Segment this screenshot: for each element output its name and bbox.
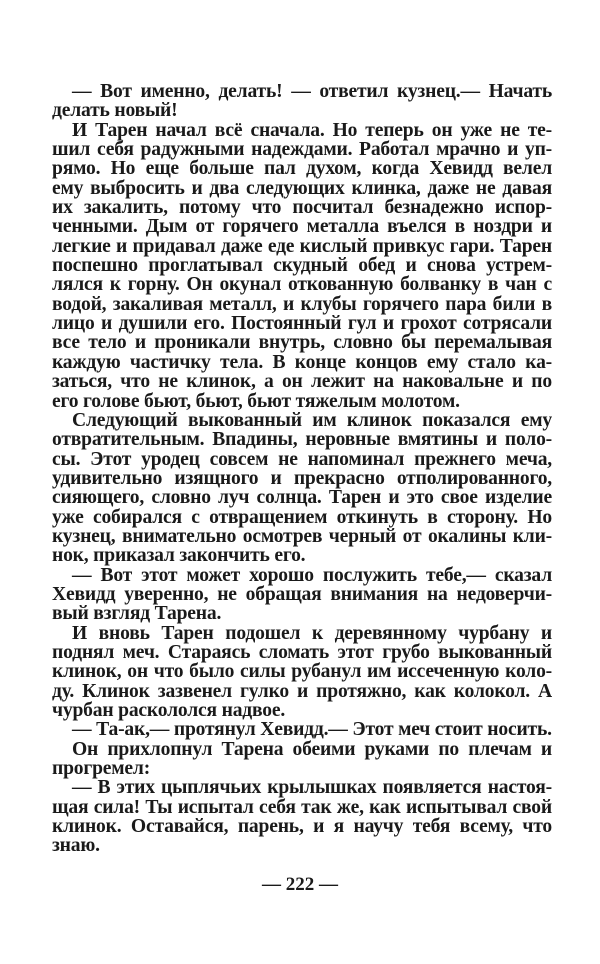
text-line: Следующий выкованный им клинок показался ему (72, 409, 552, 431)
text-line: — Вот этот может хорошо послужить тебе,— сказал (72, 564, 552, 586)
text-line: делать новый! (52, 100, 178, 122)
text-line: Он прихлопнул Тарена обеими руками по плечам и (72, 738, 552, 760)
text-line: ду. Клинок зазвенел гулко и протяжно, как колокол. А (52, 680, 552, 702)
text-line: легкие и придавал даже еде кислый привкус гари. Тарен (52, 235, 552, 257)
text-line: шил себя радужными надеждами. Работал мрачно и уп- (52, 139, 552, 161)
text-line: вый взгляд Тарена. (52, 603, 222, 625)
text-line: ченными. Дым от горячего металла въелся в ноздри и (52, 216, 552, 238)
text-line: каждую частичку тела. В конце концов ему стало ка- (52, 351, 552, 373)
text-line: кузнец, внимательно осмотрев черный от окалины кли- (52, 525, 552, 547)
text-line: знаю. (52, 835, 100, 857)
text-line: лицо и душили его. Постоянный гул и грохот сотрясали (52, 313, 552, 335)
paragraph (52, 121, 552, 411)
paragraph (52, 624, 552, 721)
text-line: водой, закаливая металл, и клубы горячего пара били в (52, 293, 552, 315)
text-line: удивительно изящного и прекрасно отполированного, (52, 467, 552, 489)
text-line: все тело и проникали внутрь, словно бы перемалывая (52, 332, 552, 354)
text-line: рямо. Но еще больше пал духом, когда Хевидд велел (52, 158, 552, 180)
text-line: поспешно проглатывал скудный обед и снова устрем- (52, 255, 552, 277)
text-line: клинок. Оставайся, парень, и я научу тебя всему, что (52, 816, 552, 838)
text-line: ему выбросить и два следующих клинка, даже не давая (52, 177, 552, 199)
paragraph (52, 566, 552, 624)
text-line: чурбан раскололся надвое. (52, 700, 286, 721)
paragraph (52, 778, 552, 855)
book-page-text (52, 82, 552, 856)
paragraph (52, 411, 552, 566)
text-line: И Тарен начал всё сначала. Но теперь он уже не те- (72, 119, 552, 141)
text-line: щая сила! Ты испытал себя так же, как испытывал свой (52, 796, 552, 818)
text-line: его голове бьют, бьют, бьют тяжелым молотом. (52, 390, 460, 412)
text-line: прогремел: (52, 758, 151, 780)
text-line: сы. Этот уродец совсем не напоминал прежнего меча, (52, 448, 552, 470)
text-line: сияющего, словно луч солнца. Тарен и это свое изделие (52, 487, 552, 509)
text-line: клинок, он что было силы рубанул им иссеченную коло- (52, 661, 552, 683)
text-line: — Та-ак,— протянул Хевидд.— Этот меч стоит носить. (72, 719, 552, 741)
text-line: их закалить, потому что посчитал безнадежно испор- (52, 197, 552, 219)
text-line: И вновь Тарен подошел к деревянному чурбану и (72, 622, 552, 644)
text-line: Хевидд уверенно, не обращая внимания на недоверчи- (52, 583, 552, 605)
paragraph (52, 740, 552, 779)
paragraph (52, 82, 552, 121)
text-line: — В этих цыплячьих крылышках появляется настоя- (72, 777, 552, 799)
text-line: поднял меч. Стараясь сломать этот грубо выкованный (52, 641, 552, 663)
text-line: уже собирался с отвращением откинуть в сторону. Но (52, 506, 552, 528)
paragraph (52, 720, 552, 739)
text-line: — Вот именно, делать! — ответил кузнец.— Начать (72, 81, 552, 102)
text-line: нок, приказал закончить его. (52, 545, 306, 567)
text-line: отвратительным. Впадины, неровные вмятины и поло- (52, 429, 552, 451)
text-line: лялся к горну. Он окунал откованную болванку в чан с (52, 274, 552, 296)
text-line: заться, что не клинок, а он лежит на наковальне и по (52, 371, 552, 393)
page-number: — 222 — (262, 874, 338, 895)
